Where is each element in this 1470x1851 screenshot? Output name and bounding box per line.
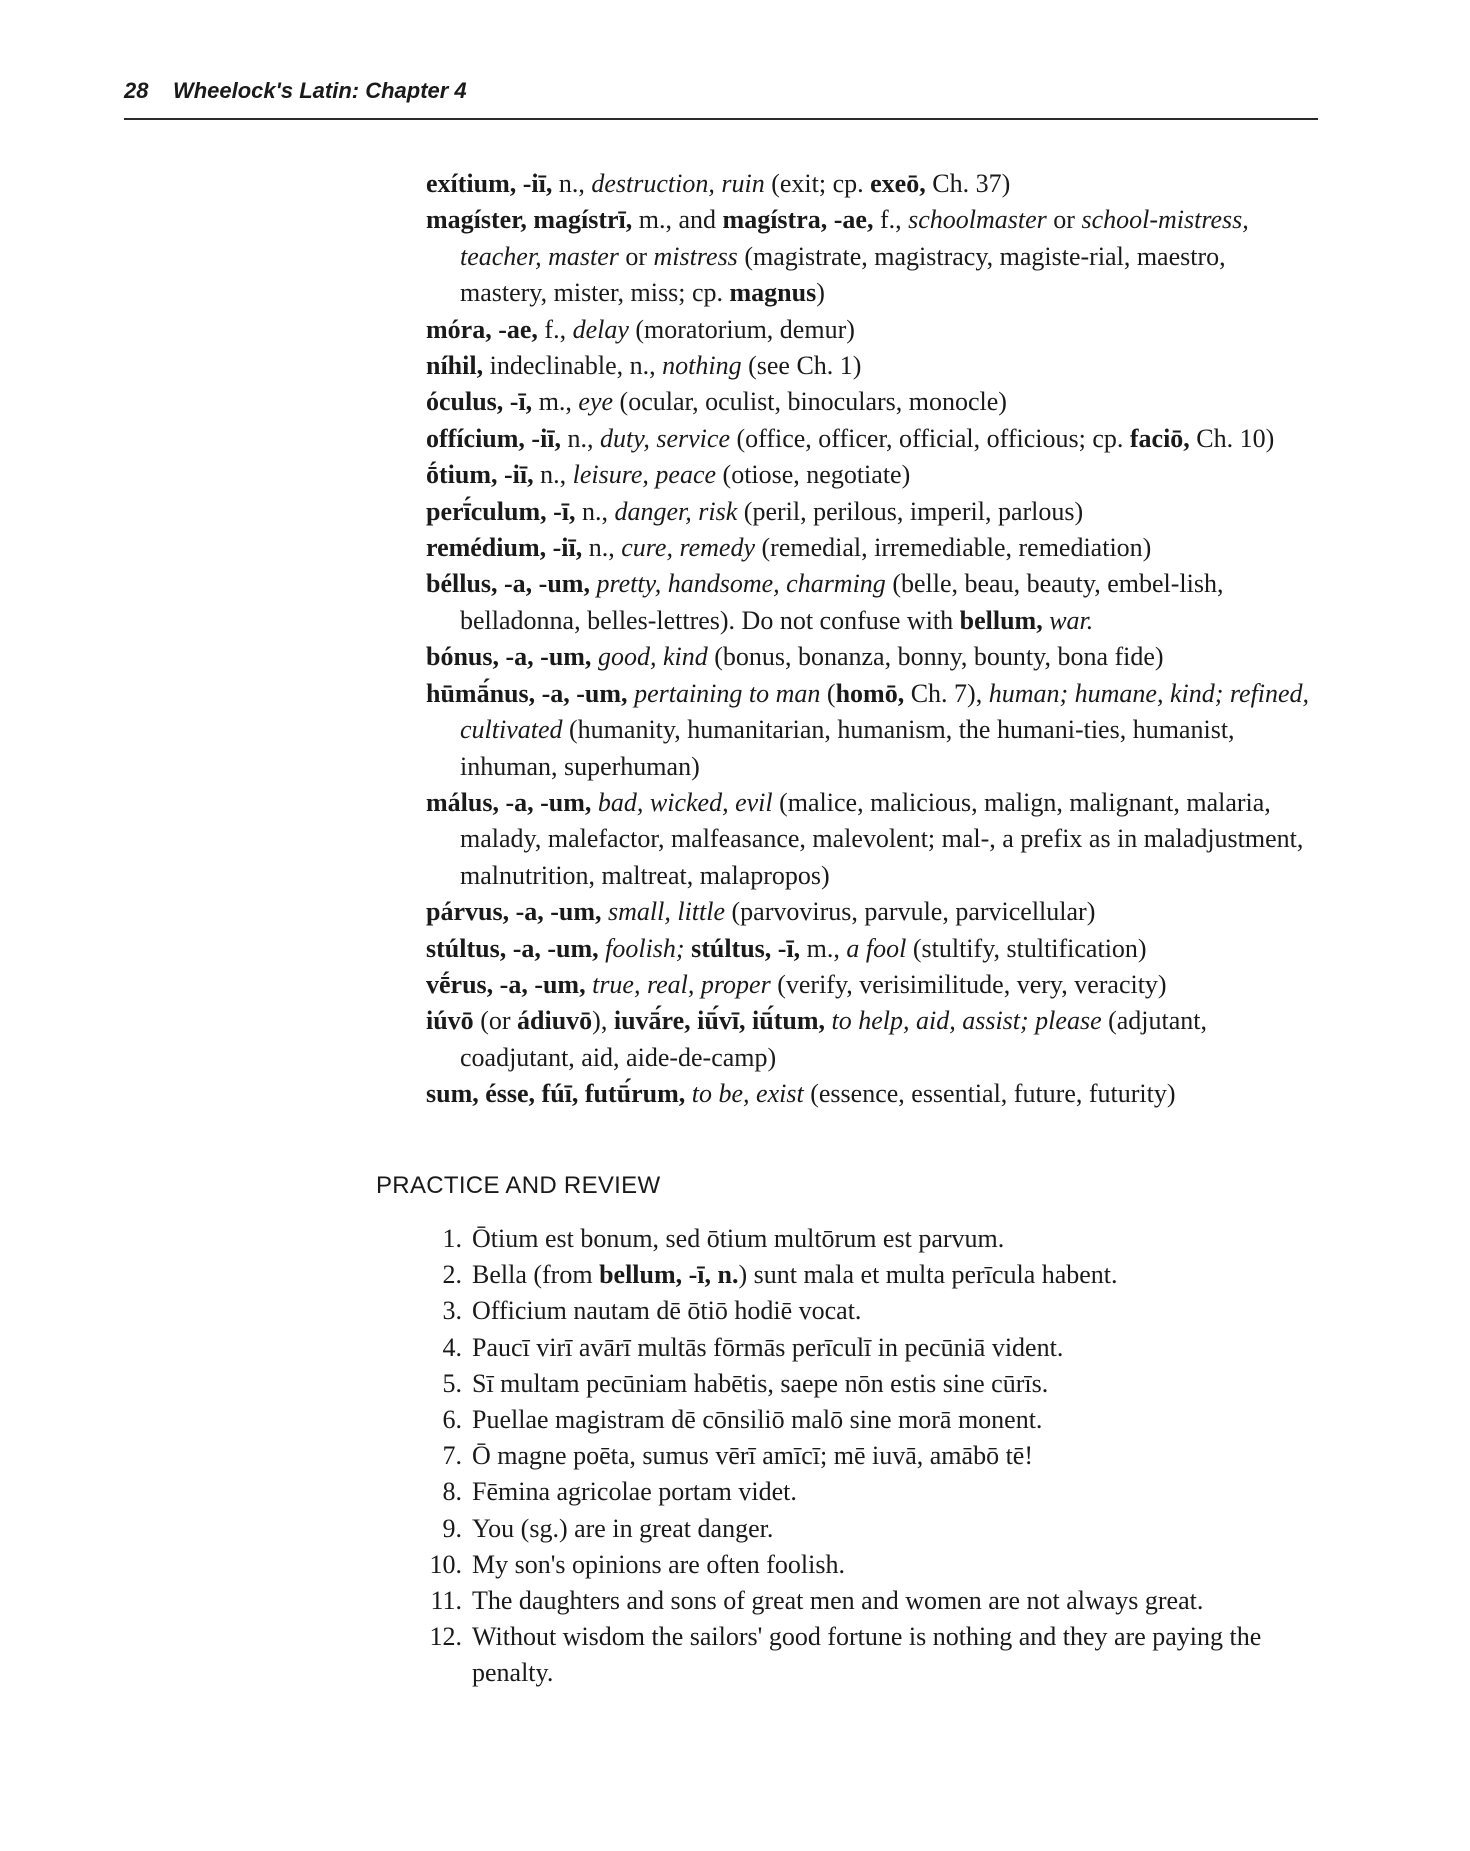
headword-text: málus, -a, -um, [426, 787, 592, 817]
plain-text: (malice, malicious, malign, malignant, malaria, malady, malefactor, malfeasance, malevolent; mal-, a prefix as in maladjustment, malnutrition, maltreat, malapropos) [460, 787, 1304, 890]
plain-text: (adjutant, coadjutant, aid, aide-de-camp) [460, 1006, 1208, 1072]
plain-text: n., [552, 169, 592, 198]
plain-text: f., [873, 205, 909, 235]
plain-text: (bonus, bonanza, bonny, bounty, bona fide) [707, 642, 1164, 672]
plain-text: (ocular, oculist, binoculars, monocle) [613, 387, 1007, 417]
practice-item [420, 1330, 1314, 1366]
vocab-entry [426, 931, 1314, 967]
plain-text: (peril, perilous, imperil, parlous) [737, 496, 1084, 526]
definition-text: foolish; [605, 933, 685, 963]
item-number: 9. [442, 1513, 462, 1543]
plain-text: m., and [632, 205, 723, 235]
vocab-entry [426, 166, 1314, 202]
item-number: 11. [430, 1586, 462, 1616]
definition-text: to help, aid, assist; please [831, 1006, 1102, 1036]
plain-text: (belle, beau, beauty, embel-lish, belladonna, belles-lettres). Do not confuse with [460, 569, 1224, 635]
definition-text: true, real, proper [592, 969, 771, 999]
definition-text: good, kind [597, 642, 708, 672]
plain-text: (verify, verisimilitude, very, veracity) [770, 969, 1167, 999]
plain-text: (otiose, negotiate) [716, 460, 911, 490]
practice-item [420, 1619, 1314, 1691]
plain-text: Officium nautam dē ōtiō hodiē vocat. [472, 1296, 862, 1326]
headword-text: níhil, [426, 351, 484, 381]
plain-text: indeclinable, n., [483, 351, 663, 381]
headword-text: óculus, -ī, [426, 387, 533, 417]
plain-text: ) sunt mala et multa perīcula habent. [738, 1260, 1118, 1290]
item-number: 1. [442, 1224, 462, 1253]
item-number: 12. [429, 1622, 462, 1652]
headword-text: magíster, magístrī, [426, 205, 633, 235]
definition-text: pertaining to man [634, 678, 821, 708]
practice-item [420, 1293, 1314, 1329]
headword-text: móra, -ae, [426, 314, 538, 344]
plain-text: (or [473, 1006, 518, 1036]
vocab-entry [426, 639, 1314, 675]
definition-text: nothing [662, 351, 742, 381]
definition-text: war. [1049, 605, 1094, 635]
section-title: PRACTICE AND REVIEW [376, 1172, 661, 1199]
vocab-entry [426, 384, 1314, 420]
headword-text: exeō, [870, 169, 926, 198]
headword-text: iúvō [426, 1006, 474, 1036]
plain-text: ) [816, 278, 825, 308]
plain-text: (remedial, irremediable, remediation) [755, 533, 1152, 563]
vocab-entry [426, 421, 1314, 457]
vocab-entry [426, 785, 1314, 894]
headword-text: homō, [835, 678, 905, 708]
plain-text: or [618, 241, 654, 271]
item-number: 7. [442, 1441, 462, 1471]
definition-text: leisure, peace [572, 460, 717, 490]
definition-text: cure, remedy [621, 533, 756, 563]
item-number: 2. [442, 1260, 462, 1290]
headword-text: stúltus, -ī, [691, 933, 801, 963]
plain-text: (humanity, humanitarian, humanism, the humani-ties, humanist, inhuman, superhuman) [460, 715, 1235, 781]
plain-text: Fēmina agricolae portam videt. [472, 1477, 797, 1507]
definition-text: delay [572, 314, 629, 344]
plain-text: n., [575, 496, 615, 526]
plain-text: ), [592, 1006, 614, 1036]
vocab-entry [426, 457, 1314, 493]
plain-text: ( [820, 678, 836, 708]
headword-text: vḗrus, -a, -um, [426, 969, 586, 999]
item-number: 8. [442, 1477, 462, 1507]
headword-text: sum, ésse, fúī, futū́rum, [426, 1079, 686, 1109]
plain-text: Puellae magistram dē cōnsiliō malō sine morā monent. [472, 1405, 1043, 1435]
vocab-entry [426, 566, 1314, 639]
headword-text: béllus, -a, -um, [426, 569, 590, 599]
plain-text: Bella (from [472, 1260, 600, 1290]
plain-text: Ch. 37) [925, 169, 1011, 198]
plain-text: f., [537, 314, 573, 344]
headword-text: párvus, -a, -um, [426, 897, 602, 927]
definition-text: eye [578, 387, 614, 417]
practice-item [420, 1583, 1314, 1619]
plain-text: Ōtium est bonum, sed ōtium multōrum est parvum. [472, 1224, 1005, 1253]
plain-text: n., [582, 533, 622, 563]
vocab-entry [426, 676, 1314, 785]
vocabulary-list [426, 166, 1314, 1113]
headword-text: faciō, [1129, 423, 1190, 453]
headword-text: iuvā́re, iū́vī, iū́tum, [613, 1006, 826, 1036]
definition-text: mistress [653, 241, 738, 271]
definition-text: danger, risk [614, 496, 738, 526]
page-number: 28 [124, 78, 149, 103]
plain-text: or [1046, 205, 1082, 235]
plain-text: Ch. 7), [904, 678, 989, 708]
plain-text: My son's opinions are often foolish. [472, 1549, 845, 1579]
definition-text: schoolmaster [908, 205, 1047, 235]
plain-text: Ch. 10) [1189, 423, 1275, 453]
item-number: 4. [442, 1332, 462, 1362]
plain-text: (office, officer, official, officious; cp. [729, 423, 1130, 453]
plain-text: You (sg.) are in great danger. [472, 1513, 774, 1543]
plain-text: m., [532, 387, 579, 417]
definition-text: school-mistress, teacher, master [460, 205, 1249, 271]
plain-text: m., [800, 933, 847, 963]
plain-text: (moratorium, demur) [628, 314, 855, 344]
definition-text: small, little [608, 897, 726, 927]
running-title: Wheelock's Latin: Chapter 4 [172, 78, 467, 103]
headword-text: stúltus, -a, -um, [426, 933, 599, 963]
plain-text: (parvovirus, parvule, parvicellular) [725, 897, 1096, 927]
practice-list [420, 1221, 1314, 1692]
practice-item [420, 1438, 1314, 1474]
practice-item [420, 1511, 1314, 1547]
headword-text: bónus, -a, -um, [426, 642, 592, 672]
plain-text: Paucī virī avārī multās fōrmās perīculī in pecūniā vident. [472, 1332, 1064, 1362]
headword-text: perī́culum, -ī, [426, 496, 576, 526]
item-number: 3. [442, 1296, 462, 1326]
plain-text: (essence, essential, future, futurity) [803, 1079, 1176, 1109]
headword-text: offícium, -iī, [426, 423, 562, 453]
headword-text: ṓtium, -iī, [426, 460, 534, 490]
plain-text: n., [533, 460, 573, 490]
vocab-entry [426, 530, 1314, 566]
item-number: 10. [429, 1549, 462, 1579]
vocab-entry [426, 894, 1314, 930]
definition-text: pretty, handsome, charming [596, 569, 886, 599]
vocab-entry [426, 494, 1314, 530]
practice-item [420, 1221, 1314, 1257]
vocab-entry [426, 348, 1314, 384]
item-number: 6. [442, 1405, 462, 1435]
practice-item [420, 1366, 1314, 1402]
headword-text: magístra, -ae, [722, 205, 874, 235]
headword-text: ádiuvō [517, 1006, 593, 1036]
plain-text: The daughters and sons of great men and women are not always great. [472, 1586, 1204, 1616]
vocab-entry [426, 202, 1314, 311]
vocab-entry [426, 1003, 1314, 1076]
running-header [124, 78, 1312, 104]
practice-item [420, 1474, 1314, 1510]
headword-text: remédium, -iī, [426, 533, 583, 563]
item-number: 5. [442, 1368, 462, 1398]
definition-text: human; humane, kind; refined, cultivated [460, 678, 1310, 745]
headword-text: hūmā́nus, -a, -um, [426, 678, 628, 708]
vocab-entry [426, 967, 1314, 1003]
definition-text: a fool [846, 933, 907, 963]
definition-text: duty, service [600, 423, 730, 453]
vocab-entry [426, 1076, 1314, 1112]
plain-text: (stultify, stultification) [906, 933, 1147, 963]
practice-item [420, 1547, 1314, 1583]
plain-text: Without wisdom the sailors' good fortune is nothing and they are paying the penalty. [472, 1622, 1262, 1688]
plain-text: (see Ch. 1) [741, 351, 862, 381]
definition-text: to be, exist [691, 1079, 804, 1109]
plain-text: (magistrate, magistracy, magiste-rial, maestro, mastery, mister, miss; cp. [460, 241, 1226, 308]
headword-text: magnus [729, 278, 817, 308]
practice-item [420, 1402, 1314, 1438]
headword-text: bellum, -ī, n. [599, 1260, 739, 1290]
header-rule [124, 118, 1318, 120]
definition-text: bad, wicked, evil [597, 787, 773, 817]
plain-text: (exit; cp. [764, 169, 871, 198]
headword-text: bellum, [959, 605, 1043, 635]
plain-text: Sī multam pecūniam habētis, saepe nōn estis sine cūrīs. [472, 1368, 1049, 1398]
plain-text: Ō magne poēta, sumus vērī amīcī; mē iuvā, amābō tē! [472, 1441, 1033, 1471]
practice-item [420, 1257, 1314, 1293]
vocab-entry [426, 312, 1314, 348]
headword-text: exítium, -iī, [426, 169, 553, 198]
plain-text: n., [561, 423, 601, 453]
definition-text: destruction, ruin [591, 169, 765, 198]
